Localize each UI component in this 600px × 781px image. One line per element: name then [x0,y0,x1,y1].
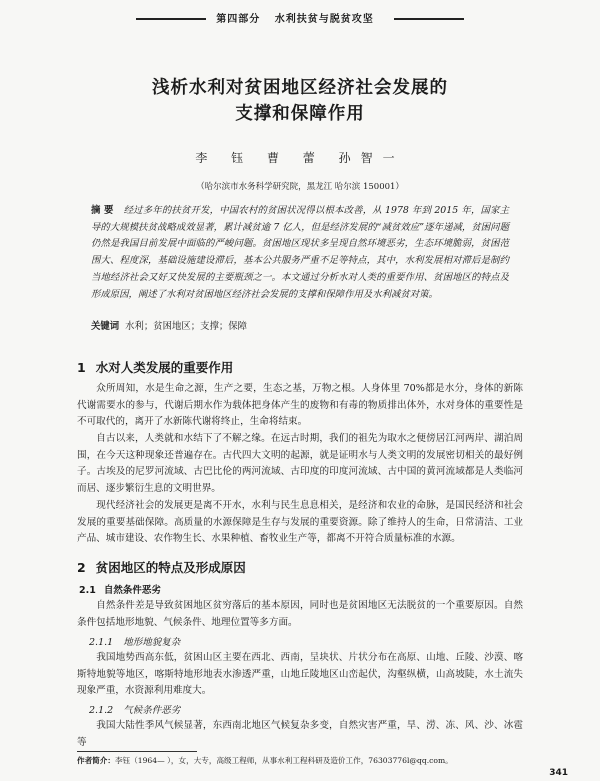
subsection-2-1-heading [79,582,161,596]
paragraph: 现代经济社会的发展更是离不开水，水利与民生息息相关，是经济和农业的命脉，是国民经济和社会发展的重要基础保障。高质量的水源保障是生存与发展的重要资源。除了维持人的生命，日常清洁、工业产品、城市建设、农作物生长、水果种植、畜牧业生产等，都离不开符合质量标准的水源。 [77,500,523,544]
footnote-label: 作者简介： [77,756,115,765]
page-number: 341 [549,768,568,778]
subsection-2-1-2-heading [89,702,180,716]
section-2-heading [77,558,246,576]
paragraph: 众所周知，水是生命之源，生产之要，生态之基，万物之根。人身体里 70%都是水分，身体的新陈代谢需要水的参与，代谢后期水作为载体把身体产生的废物和有毒的物质排出体外，水对身体的重要性是不可取代的，离开了水新陈代谢将终止，生命将结束。 [77,383,523,427]
header-topic: 水利扶贫与脱贫攻坚 [274,14,374,25]
article-title-line2: 支撑和保障作用 [235,104,365,124]
paragraph: 我国大陆性季风气候显著，东西南北地区气候复杂多变，自然灾害严重，旱、涝、冻、风、沙、冰雹等 [77,720,523,748]
paragraph: 我国地势西高东低，贫困山区主要在西北、西南，呈块状、片状分布在高原、山地、丘陵、沙漠、喀斯特地貌等地区，喀斯特地形地表水渗透严重，山地丘陵地区山峦起伏，沟壑纵横，山高坡陡，水土流失现象严重，水资源利用难度大。 [77,652,523,696]
keywords [91,318,509,332]
header-rule-left [136,18,206,20]
section-1-number: 1 [77,360,86,375]
affiliation: （哈尔滨市水务科学研究院，黑龙江 哈尔滨 150001） [196,182,404,192]
abstract [91,203,509,303]
subsection-2-1-1-number: 2.1.1 [89,637,114,648]
section-1-heading [77,358,233,376]
article-title-line1: 浅析水利对贫困地区经济社会发展的 [152,78,448,98]
section-2-number: 2 [77,560,86,575]
footnote-text: 李钰（1964— ），女，大专，高级工程师，从事水利工程科研及造价工作，76303776l@qq.com。 [114,756,453,765]
section-2-title: 贫困地区的特点及形成原因 [95,560,246,575]
authors: 李 钰 曹 蕾 孙智一 [195,151,405,165]
paragraph: 自然条件差是导致贫困地区贫穷落后的基本原因，同时也是贫困地区无法脱贫的一个重要原因。自然条件包括地形地貌、气候条件、地理位置等多方面。 [77,600,523,628]
running-header [0,10,600,25]
subsection-2-1-title: 自然条件恶劣 [103,585,161,596]
section-1-title: 水对人类发展的重要作用 [95,360,234,375]
footnote [77,755,523,766]
subsection-2-1-1-title: 地形地貌复杂 [123,637,181,648]
subsection-2-1-1-heading [89,634,180,648]
header-rule-right [394,18,464,20]
header-section: 第四部分 [216,14,261,25]
subsection-2-1-2-title: 气候条件恶劣 [123,705,181,716]
subsection-2-1-2-number: 2.1.2 [89,705,114,716]
footnote-divider [77,751,197,752]
paragraph: 自古以来，人类就和水结下了不解之缘。在远古时期，我们的祖先为取水之便傍居江河两岸、湖泊周围，在今天这种现象还普遍存在。古代四大文明的起源，就是证明水与人类文明的发展密切相关的最好例子。古埃及的尼罗河流域、古巴比伦的两河流域、古印度的印度河流域、古中国的黄河流域都是人类临河而居、逐步繁衍生息的文明世界。 [77,433,523,494]
keywords-text: 水利；贫困地区；支撑；保障 [125,321,248,332]
keywords-label: 关键词 [91,321,120,332]
subsection-2-1-number: 2.1 [79,585,96,596]
abstract-label: 摘 要 [91,205,114,216]
abstract-text: 经过多年的扶贫开发，中国农村的贫困状况得以根本改善，从 1978 年到 2015 年，国家主导的大规模扶贫战略成效显著，累计减贫逾 7 亿人，但是经济发展的“减贫效应”逐年递减，贫困问题仍然是我国目前发展中面临的严峻问题。贫困地区现状多呈现自然环境恶劣，生态环境脆弱，贫困范围大、程度深，基础设施建设滞后，基本公共服务严重不足等特点，其中，水利发展相对滞后是制约当地经济社会又好又快发展的主要瓶颈之一。本文通过分析水对人类的重要作用、贫困地区的特点及形成原因，阐述了水利对贫困地区经济社会发展的支撑和保障作用及水利减贫对策。 [91,205,510,300]
